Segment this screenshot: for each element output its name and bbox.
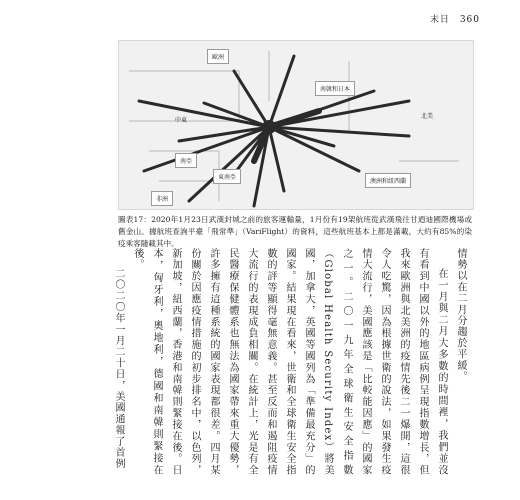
label-north-america: 北美: [421, 113, 434, 120]
label-europe: 歐洲: [207, 49, 229, 64]
page-number: 360: [459, 15, 480, 25]
paragraph-3: 二〇二〇年一月二十日，美國通報了首例: [113, 268, 124, 470]
label-southeast-asia: 東南亞: [213, 169, 241, 184]
main-text: [113, 248, 470, 476]
label-central-asia: 中東: [175, 117, 188, 124]
label-africa: 非洲: [151, 191, 173, 206]
label-south-asia: 南亞: [175, 153, 197, 168]
figure-caption: 圖表17：2020年1月23日武漢封城之前的旅客運輸量，1月份有19架航班從武漢飛往甘迺迪國際機場或舊金山。據航班查詢平臺「飛常準」（VariFlight）的資料，這些航班基本上都是滿載，大約有85%的染疫乘客隨載其中。: [118, 215, 472, 248]
running-header: [430, 12, 480, 25]
paragraph-2: 在一月與二月大多數的時間裡，我們並沒有看到中國以外的地區病例呈現指數增長，但我來歐洲與北美洲的疫情先後二一爆開，這很令人吃驚，因為根據世衛的說法，如果發生疫情大流行，美國應該是「比較能因應」的國家之一。二〇一九年全球衛生安全指數（Global Health Security Index）將美國，加拿大，英國等國列為「準備最充分」的國家。結果現在看來，世衛和全球衛生安全指數的評等顯得毫無意義。甚至反而和遏阻疫情大流行的表現成負相關。在統計上，光是有全民醫療保健體系也無法為國家帶來重大優勢，許多擁有這種系統的國家表現都很差。四月某份關於因應疫情措施的初步排名中，以色列，新加坡，紐西蘭，香港和南韓則緊接在後。日本，匈牙利，奧地利，德國和南韓則緊接在後。: [132, 248, 447, 476]
label-australia-nz: 澳洲和紐西蘭: [365, 173, 411, 188]
chapter-title: 末日: [429, 15, 450, 25]
label-korea-japan: 南韓和日本: [315, 81, 355, 96]
route-lines: [119, 41, 473, 209]
paragraph-1: 情勢以在二月分趨於平緩。: [455, 248, 466, 383]
flight-route-map: [118, 40, 474, 210]
